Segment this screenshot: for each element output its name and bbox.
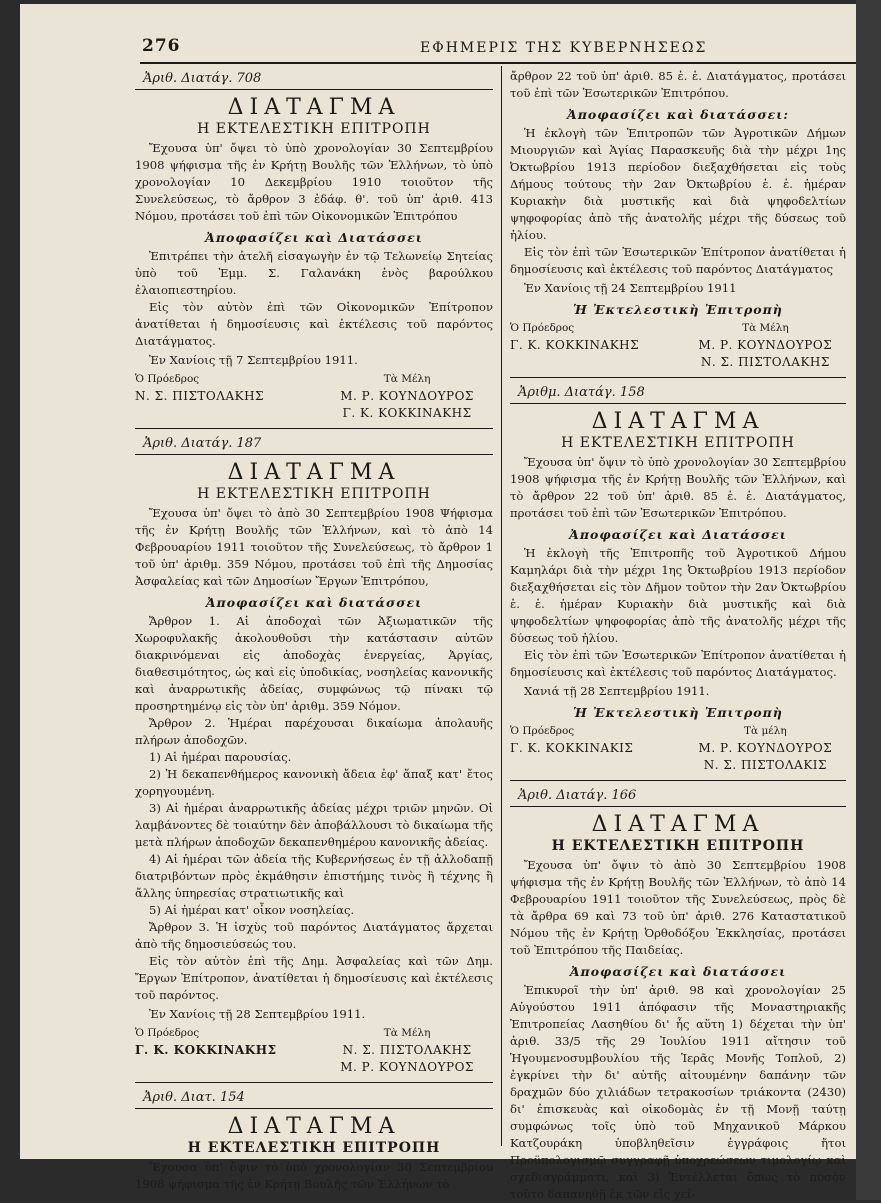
member-name: Μ. Ρ. ΚΟΥΝΔΟΥΡΟΣ [340,1060,474,1074]
decree-187-title: ΔΙΑΤΑΓΜΑ [227,460,401,485]
members-label: Τὰ μέλη [744,725,787,737]
member-name: Ν. Σ. ΠΙΣΤΟΛΑΚΗΣ [342,1043,472,1057]
member-name: Ν. Σ. ΠΙΣΤΟΛΑΚΙΣ [703,758,828,772]
decree-166-decree: Ἀποφασίζει καὶ διατάσσει [569,964,787,979]
right-column [510,68,846,1203]
decree-708-ref: Ἀριθ. Διατάγ. 708 [143,71,262,86]
president-label: Ὁ Πρόεδρος [510,725,575,737]
decree-708-preamble: Ἔχουσα ὑπ' ὄψει τὸ ὑπὸ χρονολογίαν 30 Σεπτεμβρίου 1908 ψήφισμα τῆς ἐν Κρήτῃ Βουλῆς τῶν Ἑλλήνων, τὸ ὑπὸ χρονολογίαν 10 Δεκεμβρίου 1910 τοιοῦτον τῆς Συνελεύσεως, τὸ ἄρθρον 3 ἐδάφ. θ'. τοῦ ὑπ' ἀριθ. 413 Νόμου, προτάσει τοῦ ἐπὶ τῶν Οἰκονομικῶν Ἐπιτρόπου [135,141,493,223]
decree-166-body: Ἐπικυροῖ τὴν ὑπ' ἀριθ. 98 καὶ χρονολογίαν 25 Αὐγούστου 1911 ἀπόφασιν τῆς Μοναστηριακῆς Ἐπιτροπείας Λασηθίου δι' ἧς αὕτη 1) δέχεται τὴν ὑπ' ἀριθ. 33/5 τῆς 29 Ἰουλίου 1911 αἴτησιν τοῦ Ἡγουμενοσυμβουλίου τῆς Ἱερᾶς Μονῆς Τοπλοῦ, 2) ἐγκρίνει τὴν δι' αὐτῆς αἰτουμένην δαπάνην τῶν δραχμῶν δύο χιλιάδων τετρακοσίων τριάκοντα (2430) δι' ἐπισκευὰς καὶ οἰκοδομὰς ἐν τῇ Μονῇ ταύτῃ συμφώνως τοῖς ὑπὸ τοῦ Μηχανικοῦ Μάρκου Κατζουράκη ὑποβληθεῖσιν ἐγγράφοις ἤτοι Προϋπολογισμῷ συγγραφῇ ὑποχρεώσεων τιμολογίῳ καὶ σχεδιαγράμματι, καὶ 3) Ἐντέλλεται ὅπως τὸ ποσὸν τοῦτο δαπανηθῇ ἐκ τῶν εἰς χεί- [510,983,846,1201]
decree-708-decree: Ἀποφασίζει καὶ Διατάσσει [205,230,423,245]
decree-158-committee: Ἡ Ἐκτελεστικὴ Ἐπιτροπὴ [573,705,783,720]
continuation-committee: Ἡ Ἐκτελεστικὴ Ἐπιτροπὴ [573,302,783,317]
decree-187-ref: Ἀριθ. Διατάγ. 187 [143,436,262,451]
decree-187-item-4: 4) Αἱ ἡμέραι τῶν ἀδεία τῆς Κυβερνήσεως ἐν τῇ ἀλλοδαπῇ διατριβόντων πρὸς ἐκμάθησιν ἐπιστήμης τινὸς ἢ τέχνης ἢ ἄλλης ὑπηρεσίας στρατιωτικῆς καὶ [135,852,493,900]
decree-187-date: Ἐν Χανίοις τῇ 28 Σεπτεμβρίου 1911. [149,1007,366,1021]
newspaper-page [20,4,856,1201]
president-name: Γ. Κ. ΚΟΚΚΙΝΑΚΗΣ [510,338,640,352]
decree-187-preamble: Ἔχουσα ὑπ' ὄψει τὸ ἀπὸ 30 Σεπτεμβρίου 1908 Ψήφισμα τῆς ἐν Κρήτῃ Βουλῆς τῶν Ἑλλήνων, καὶ τὸ ἀπὸ 14 Φεβρουαρίου 1911 τοιοῦτον τῆς Συνελεύσεως, τὸ ἄρθρον 1 τοῦ ὑπ' ἀριθμ. 359 Νόμου, προτάσει τοῦ ἐπὶ τῆς Δημοσίας Ἀσφαλείας καὶ τῶν Δημοσίων Ἔργων Ἐπιτρόπου, [135,506,493,588]
column-rule [501,66,502,1146]
decree-166-subtitle: Η ΕΚΤΕΛΕΣΤΙΚΗ ΕΠΙΤΡΟΠΗ [551,838,805,854]
decree-166-preamble: Ἔχουσα ὑπ' ὄψιν τὸ ἀπὸ 30 Σεπτεμβρίου 1908 ψήφισμα τῆς ἐν Κρήτῃ Βουλῆς τῶν Ἑλλήνων, τὸ ἀπὸ 14 Φεβρουαρίου 1911 τοιοῦτον τῆς Συνελεύσεως, πρὸς δὲ τὰ ἄρθρα 69 καὶ 73 τοῦ ὑπ' ἀριθ. 276 Καταστατικοῦ Νόμου τῆς ἐν Κρήτῃ Ὀρθοδόξου Ἐκκλησίας, προτάσει τοῦ Ἐπιτρόπου τῆς Παιδείας. [510,858,846,957]
president-name: Ν. Σ. ΠΙΣΤΟΛΑΚΗΣ [135,389,265,403]
continuation-decree: Ἀποφασίζει καὶ διατάσσει: [567,107,789,122]
decree-166-title: ΔΙΑΤΑΓΜΑ [591,812,765,837]
decree-187-item-2: 2) Ἡ δεκαπενθήμερος κανονικὴ ἄδεια ἐφ' ἅπαξ κατ' ἔτος χορηγουμένη. [135,767,493,798]
decree-187-item-5: 5) Αἱ ἡμέραι κατ' οἶκον νοσηλείας. [149,903,355,917]
decree-158-date: Χανιά τῇ 28 Σεπτεμβρίου 1911. [524,684,710,698]
decree-708-subtitle: Η ΕΚΤΕΛΕΣΤΙΚΗ ΕΠΙΤΡΟΠΗ [197,121,431,137]
decree-187-item-1: 1) Αἱ ἡμέραι παρουσίας. [149,750,292,764]
decree-158-preamble: Ἔχουσα ὑπ' ὄψιν τὸ ὑπὸ χρονολογίαν 30 Σεπτεμβρίου 1908 ψήφισμα τῆς ἐν Κρήτῃ Βουλῆς τῶν Ἑλλήνων, καὶ τὸ ἄρθρον 22 τοῦ ὑπ' ἀριθ. 85 ἑ. ἑ. Διατάγματος, προτάσει τοῦ ἐπὶ τῶν Ἐσωτερικῶν Ἐπιτρόπου. [510,455,846,520]
decree-187-article-1: Ἄρθρον 1. Αἱ ἀποδοχαὶ τῶν Ἀξιωματικῶν τῆς Χωροφυλακῆς ἀκολουθοῦσι τὴν κατάστασιν αὐτῶν διακρινόμεναι εἰς ἀποδοχὰς ἐνεργείας, Ἀργίας, διαθεσιμότητος, ὡς καὶ εἰς ὑποδικίας, νοσηλείας κανονικῆς καὶ ἀναρρωτικῆς ἀδείας, συμφώνως τῷ πίνακι τῷ προσηρτημένῳ εἰς τὸν ὑπ' ἀριθμ. 359 Νόμον. [135,614,493,713]
divider [135,428,493,429]
president-label: Ὁ Πρόεδρος [135,373,200,385]
divider [510,806,846,807]
divider [510,780,846,781]
decree-158-decree: Ἀποφασίζει καὶ Διατάσσει [569,527,787,542]
decree-187-subtitle: Η ΕΚΤΕΛΕΣΤΙΚΗ ΕΠΙΤΡΟΠΗ [197,486,431,502]
divider [510,403,846,404]
decree-158-signatures [510,723,846,774]
members-label: Τὰ Μέλη [742,322,789,334]
decree-187-decree: Ἀποφασίζει καὶ διατάσσει [205,595,423,610]
president-label: Ὁ Πρόεδρος [135,1027,200,1039]
member-name: Ν. Σ. ΠΙΣΤΟΛΑΚΗΣ [700,355,830,369]
continuation-date: Ἐν Χανίοις τῇ 24 Σεπτεμβρίου 1911 [524,281,737,295]
divider [135,1108,493,1109]
member-name: Μ. Ρ. ΚΟΥΝΔΟΥΡΟΣ [698,338,833,352]
page-number: 276 [142,36,181,56]
continuation-exec: Εἰς τὸν ἐπὶ τῶν Ἐσωτερικῶν Ἐπίτροπον ἀνατίθεται ἡ δημοσίευσις καὶ ἐκτέλεσις τοῦ παρόντος Διατάγματος [510,245,846,276]
continuation-signatures [510,320,846,371]
member-name: Μ. Ρ. ΚΟΥΝΔΟΥΡΟΣ [340,389,474,403]
decree-166-ref: Ἀριθ. Διατάγ. 166 [518,788,637,803]
decree-158-subtitle: Η ΕΚΤΕΛΕΣΤΙΚΗ ΕΠΙΤΡΟΠΗ [561,435,795,451]
decree-158-ref: Ἀριθμ. Διατάγ. 158 [518,385,645,400]
decree-708-exec: Εἰς τὸν αὐτὸν ἐπὶ τῶν Οἰκονομικῶν Ἐπίτροπον ἀνατίθεται ἡ δημοσίευσις καὶ ἐκτέλεσις τοῦ παρόντος Διατάγματος. [135,300,493,348]
president-label: Ὁ Πρόεδρος [510,322,575,334]
decree-158-title: ΔΙΑΤΑΓΜΑ [591,409,765,434]
divider [135,454,493,455]
divider [135,89,493,90]
decree-708-signatures [135,371,493,422]
decree-187-signatures [135,1025,493,1076]
member-name: Γ. Κ. ΚΟΚΚΙΝΑΚΗΣ [342,406,472,420]
continuation-body: Ἡ ἐκλογὴ τῶν Ἐπιτροπῶν τῶν Ἀγροτικῶν Δήμων Μιουργιῶν καὶ Ἁγίας Παρασκευῆς διὰ τὴν μέχρι 1ης Ὀκτωβρίου 1913 περίοδον διεξαχθήσεται εἰς τοὺς Δήμους τούτους τὴν 2αν Ὀκτωβρίου ἑ. ἑ. ἡμέραν Κυριακὴν διὰ μυστικῆς καὶ διὰ ψηφοδελτίων ψηφοφορίας ἀπὸ τῆς ἀνατολῆς μέχρι τῆς δύσεως τοῦ ἡλίου. [510,126,846,242]
decree-154-subtitle: Η ΕΚΤΕΛΕΣΤΙΚΗ ΕΠΙΤΡΟΠΗ [187,1140,441,1156]
decree-187-exec: Εἰς τὸν αὐτὸν ἐπὶ τῆς Δημ. Ἀσφαλείας καὶ τῶν Δημ. Ἔργων Ἐπίτροπον, ἀνατίθεται ἡ δημοσίευσις καὶ ἐκτέλεσις τοῦ παρόντος. [135,954,493,1002]
decree-158-exec: Εἰς τὸν ἐπὶ τῶν Ἐσωτερικῶν Ἐπίτροπον ἀνατίθεται ἡ δημοσίευσις καὶ ἐκτέλεσις τοῦ παρόντος Διατάγματος. [510,648,846,679]
member-name: Μ. Ρ. ΚΟΥΝΔΟΥΡΟΣ [698,741,833,755]
decree-158-body: Ἡ ἐκλογὴ τῆς Ἐπιτροπῆς τοῦ Ἀγροτικοῦ Δήμου Καμηλάρι διὰ τὴν μέχρι 1ης Ὀκτωβρίου 1913 περίοδον διεξαχθήσεται εἰς τὸν Δῆμον τοῦτον τὴν 2αν Ὀκτωβρίου ἑ. ἑ. ἡμέραν Κυριακὴν διὰ μυστικῆς καὶ διὰ ψηφοδελτίων ψηφοφορίας ἀπὸ τῆς ἀνατολῆς μέχρι τῆς δύσεως τοῦ ἡλίου. [510,546,846,645]
decree-154-ref: Ἀριθ. Διατ. 154 [143,1090,245,1105]
decree-187-article-2: Ἄρθρον 2. Ἡμέραι παρέχουσαι δικαίωμα ἀπολαυῆς πλήρων ἀποδοχῶν. [135,716,493,747]
decree-708-title: ΔΙΑΤΑΓΜΑ [227,95,401,120]
decree-187-article-3: Ἄρθρον 3. Ἡ ἰσχὺς τοῦ παρόντος Διατάγματος ἄρχεται ἀπὸ τῆς δημοσιεύσεώς του. [135,920,493,951]
decree-708-date: Ἐν Χανίοις τῇ 7 Σεπτεμβρίου 1911. [149,353,358,367]
divider [135,1082,493,1083]
president-name: Γ. Κ. ΚΟΚΚΙΝΑΚΗΣ [135,1043,277,1057]
members-label: Τὰ Μέλη [383,373,431,385]
decree-187-item-3: 3) Αἱ ἡμέραι ἀναρρωτικῆς ἀδείας μέχρι τριῶν μηνῶν. Οἱ λαμβάνοντες δὲ τοιαύτην δὲν ἀποβάλλουσι τὸ δικαίωμα τῆς μετὰ πλήρων ἀποδοχῶν δεκαπενθημέρου κανονικῆς ἀδείας. [135,801,493,849]
header-rule [140,62,856,64]
continuation-preamble: ἄρθρον 22 τοῦ ὑπ' ἀριθ. 85 ἑ. ἑ. Διατάγματος, προτάσει τοῦ ἐπὶ τῶν Ἐσωτερικῶν Ἐπιτρόπου. [510,69,846,100]
decree-154-preamble: Ἔχουσα ὑπ' ὄψιν τὸ ὑπὸ χρονολογίαν 30 Σεπτεμβρίου 1908 ψήφισμα τῆς ἐν Κρήτῃ Βουλῆς τῶν Ἑλλήνων τὸ [135,1160,493,1191]
decree-154-title: ΔΙΑΤΑΓΜΑ [227,1114,401,1139]
running-head: ΕΦΗΜΕΡΙΣ ΤΗΣ ΚΥΒΕΡΝΗΣΕΩΣ [420,40,708,56]
members-label: Τὰ Μέλη [383,1027,431,1039]
divider [510,377,846,378]
scan-edge [856,0,881,1200]
decree-708-body: Ἐπιτρέπει τὴν ἀτελῆ εἰσαγωγὴν ἐν τῷ Τελωνείῳ Σητείας ὑπὸ τοῦ Ἐμμ. Σ. Γαλανάκη ἑνὸς βαρούλκου ἐλαιοπιεστηρίου. [135,249,493,297]
president-name: Γ. Κ. ΚΟΚΚΙΝΑΚΙΣ [510,741,634,755]
left-column [135,68,493,1193]
